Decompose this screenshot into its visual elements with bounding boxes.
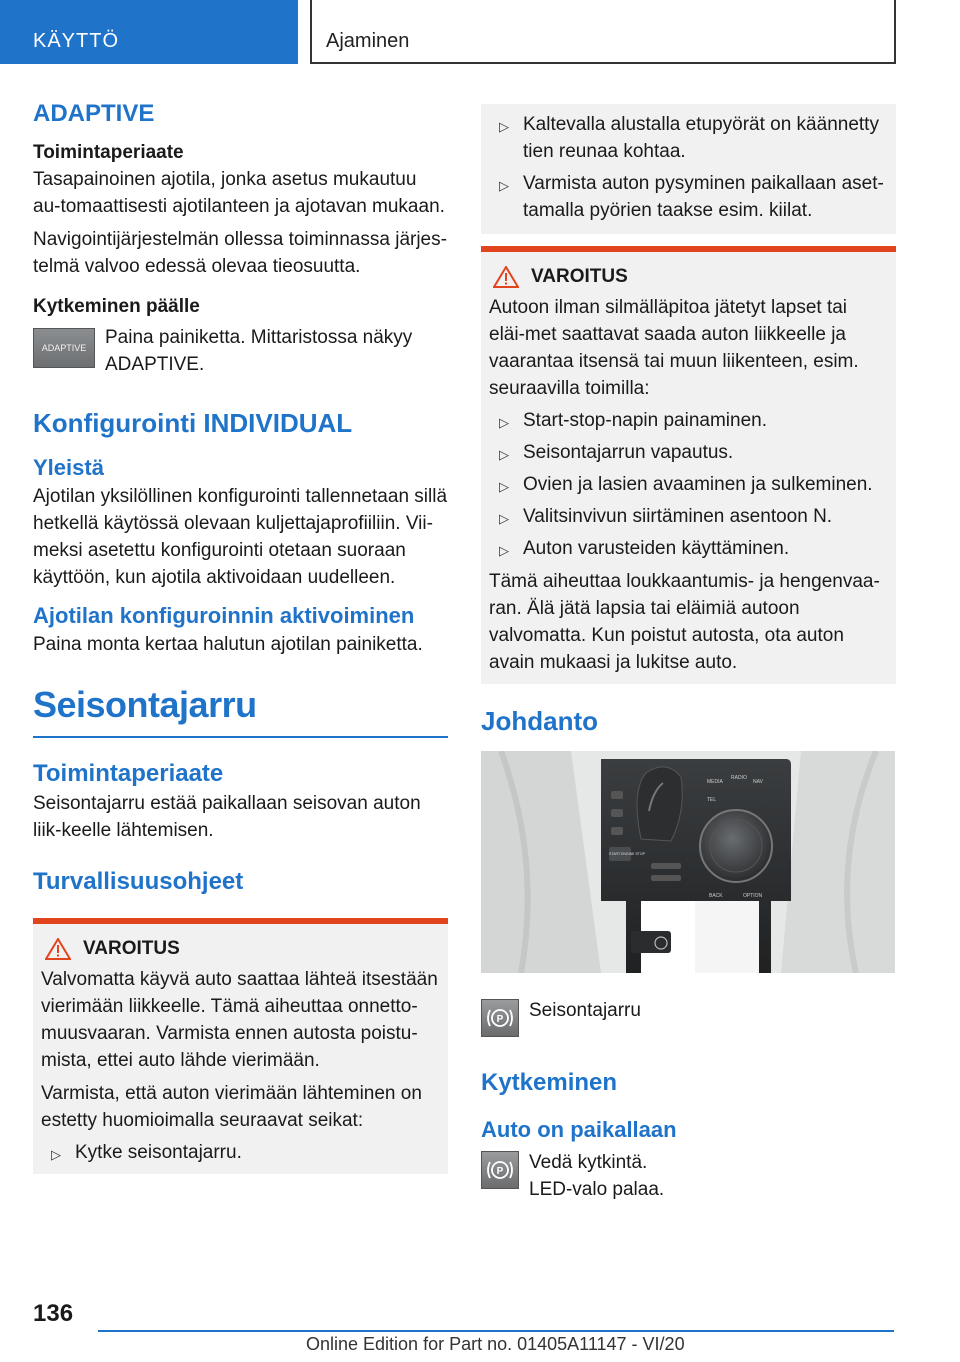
triangle-bullet-icon: ▷ [499, 447, 509, 462]
activate-heading: Ajotilan konfiguroinnin aktivoiminen [33, 603, 415, 628]
led-text: LED-valo palaa. [529, 1179, 665, 1200]
warning-list-left [41, 1139, 440, 1166]
list-item: ▷ Kaltevalla alustalla etupyörät on käännetty tien reunaa kohtaa. [499, 114, 879, 162]
triangle-bullet-icon: ▷ [499, 479, 509, 494]
triangle-bullet-icon: ▷ [499, 415, 509, 430]
warning-continuation-box [481, 104, 896, 234]
parking-brake-icon [481, 999, 519, 1037]
list-item: ▷ Valitsinvivun siirtäminen asentoon N. [489, 503, 888, 530]
center-console-photo [481, 751, 895, 973]
warning-title-row [489, 266, 888, 288]
safety-heading: Turvallisuusohjeet [33, 868, 244, 895]
pull-texts [529, 1147, 664, 1203]
warning-box-left [33, 918, 448, 1174]
tel-label: TEL [707, 797, 717, 803]
principle-text-1: Tasapainoinen ajotila, jonka asetus mukautuu au-tomaattisesti ajotilanteen ja ajotavan mukaan. [33, 169, 445, 217]
section-tab [0, 0, 298, 64]
warning-text-2: Tämä aiheuttaa loukkaantumis- ja hengenvaa-ran. Älä jätä lapsia tai eläimiä autoon valvomatta. Kun poistut autosta, ota auton avain mukaasi ja lukitse auto. [489, 571, 880, 673]
individual-heading: Konfigurointi INDIVIDUAL [33, 408, 353, 438]
right-column [481, 104, 896, 1203]
general-text: Ajotilan yksilöllinen konfigurointi tallennetaan sillä hetkellä käytössä olevaan kuljettajaprofiiliin. Vii-meksi asetettu konfigurointi otetaan suoraan käyttöön, kun ajotila aktivoidaan uudelleen. [33, 486, 448, 588]
parking-principle-heading: Toimintaperiaate [33, 760, 224, 787]
media-label: MEDIA [707, 779, 723, 785]
back-label: BACK [709, 893, 723, 899]
warning-triangle-icon [493, 266, 519, 288]
footer-edition: Online Edition for Part no. 01405A11147 - VI/20 [306, 1334, 685, 1354]
triangle-bullet-icon: ▷ [499, 543, 509, 558]
principle-text-2: Navigointijärjestelmän ollessa toiminnassa järjes-telmä valvoo edessä olevaa tieosuutta. [33, 229, 447, 277]
pull-row [481, 1147, 896, 1203]
list-item: ▷ Varmista auton pysyminen paikallaan aset-tamalla pyörien taakse esim. kiilat. [499, 173, 884, 221]
svg-text:P: P [496, 1166, 504, 1177]
warning-text-1: Autoon ilman silmälläpitoa jätetyt lapset tai eläi-met saattavat saada auton liikkeelle ja vaarantaa itsensä tai muun liikenteen, esim. seuraavilla toimilla: [489, 297, 859, 399]
triangle-bullet-icon: ▷ [499, 178, 509, 193]
warning-text-2: Varmista, että auton vierimään lähteminen on estetty huomioimalla seuraavat seikat: [41, 1083, 422, 1131]
list-item: ▷ Start-stop-napin painaminen. [489, 407, 888, 434]
triangle-bullet-icon: ▷ [499, 119, 509, 134]
warning-triangle-icon [45, 938, 71, 960]
list-item: ▷ Kytke seisontajarru. [41, 1139, 440, 1166]
activate-text: Paina monta kertaa halutun ajotilan painiketta. [33, 634, 423, 655]
warning-list-right [489, 407, 888, 562]
triangle-bullet-icon: ▷ [499, 511, 509, 526]
section-label: KÄYTTÖ [33, 30, 120, 52]
center-console-illustration [481, 751, 895, 973]
warning-title-row [41, 938, 440, 960]
parking-caption-row [481, 995, 896, 1037]
parking-brake-icon [481, 1151, 519, 1189]
intro-heading: Johdanto [481, 706, 598, 736]
connect-heading: Kytkeminen [481, 1069, 618, 1096]
general-heading: Yleistä [33, 455, 104, 480]
chapter-label: Ajaminen [326, 30, 410, 52]
warning-box-right [481, 246, 896, 684]
nav-label: NAV [753, 779, 763, 785]
parking-brake-heading: Seisontajarru [33, 684, 448, 738]
option-label: OPTION [743, 893, 763, 899]
parking-caption: Seisontajarru [529, 1000, 641, 1021]
switch-on-text: Paina painiketta. Mittaristossa näkyy ADAPTIVE. [105, 327, 413, 375]
list-item: ▷ Ovien ja lasien avaaminen ja sulkeminen. [489, 471, 888, 498]
svg-text:P: P [496, 1014, 504, 1025]
chapter-tab [310, 0, 896, 64]
adaptive-button-label: ADAPTIVE [41, 343, 87, 353]
adaptive-heading: ADAPTIVE [33, 100, 155, 127]
warning-text-1: Valvomatta käyvä auto saattaa lähteä itsestään vierimään liikkeelle. Tämä aiheuttaa onnetto-muusvaaran. Varmista ennen autosta poistu-mista, ettei auto lähde vierimään. [41, 969, 438, 1071]
page-number: 136 [33, 1300, 74, 1327]
switch-on-subheading: Kytkeminen päälle [33, 296, 200, 317]
warning-title: VAROITUS [83, 938, 180, 959]
adaptive-button-icon [33, 328, 95, 368]
parking-principle-text: Seisontajarru estää paikallaan seisovan auton liik-keelle lähtemisen. [33, 793, 421, 841]
continuation-list [489, 111, 888, 224]
adaptive-button-row [33, 324, 448, 378]
stationary-heading: Auto on paikallaan [481, 1117, 677, 1142]
pull-text: Vedä kytkintä. [529, 1152, 648, 1173]
principle-subheading: Toimintaperiaate [33, 142, 184, 163]
warning-title: VAROITUS [531, 266, 628, 287]
list-item: ▷ Seisontajarrun vapautus. [489, 439, 888, 466]
list-item: ▷ Auton varusteiden käyttäminen. [489, 535, 888, 562]
start-stop-label: START ENGINE STOP [609, 852, 645, 856]
triangle-bullet-icon: ▷ [51, 1147, 61, 1162]
footer-divider [98, 1330, 894, 1332]
left-column [33, 98, 448, 1174]
radio-label: RADIO [731, 775, 747, 781]
